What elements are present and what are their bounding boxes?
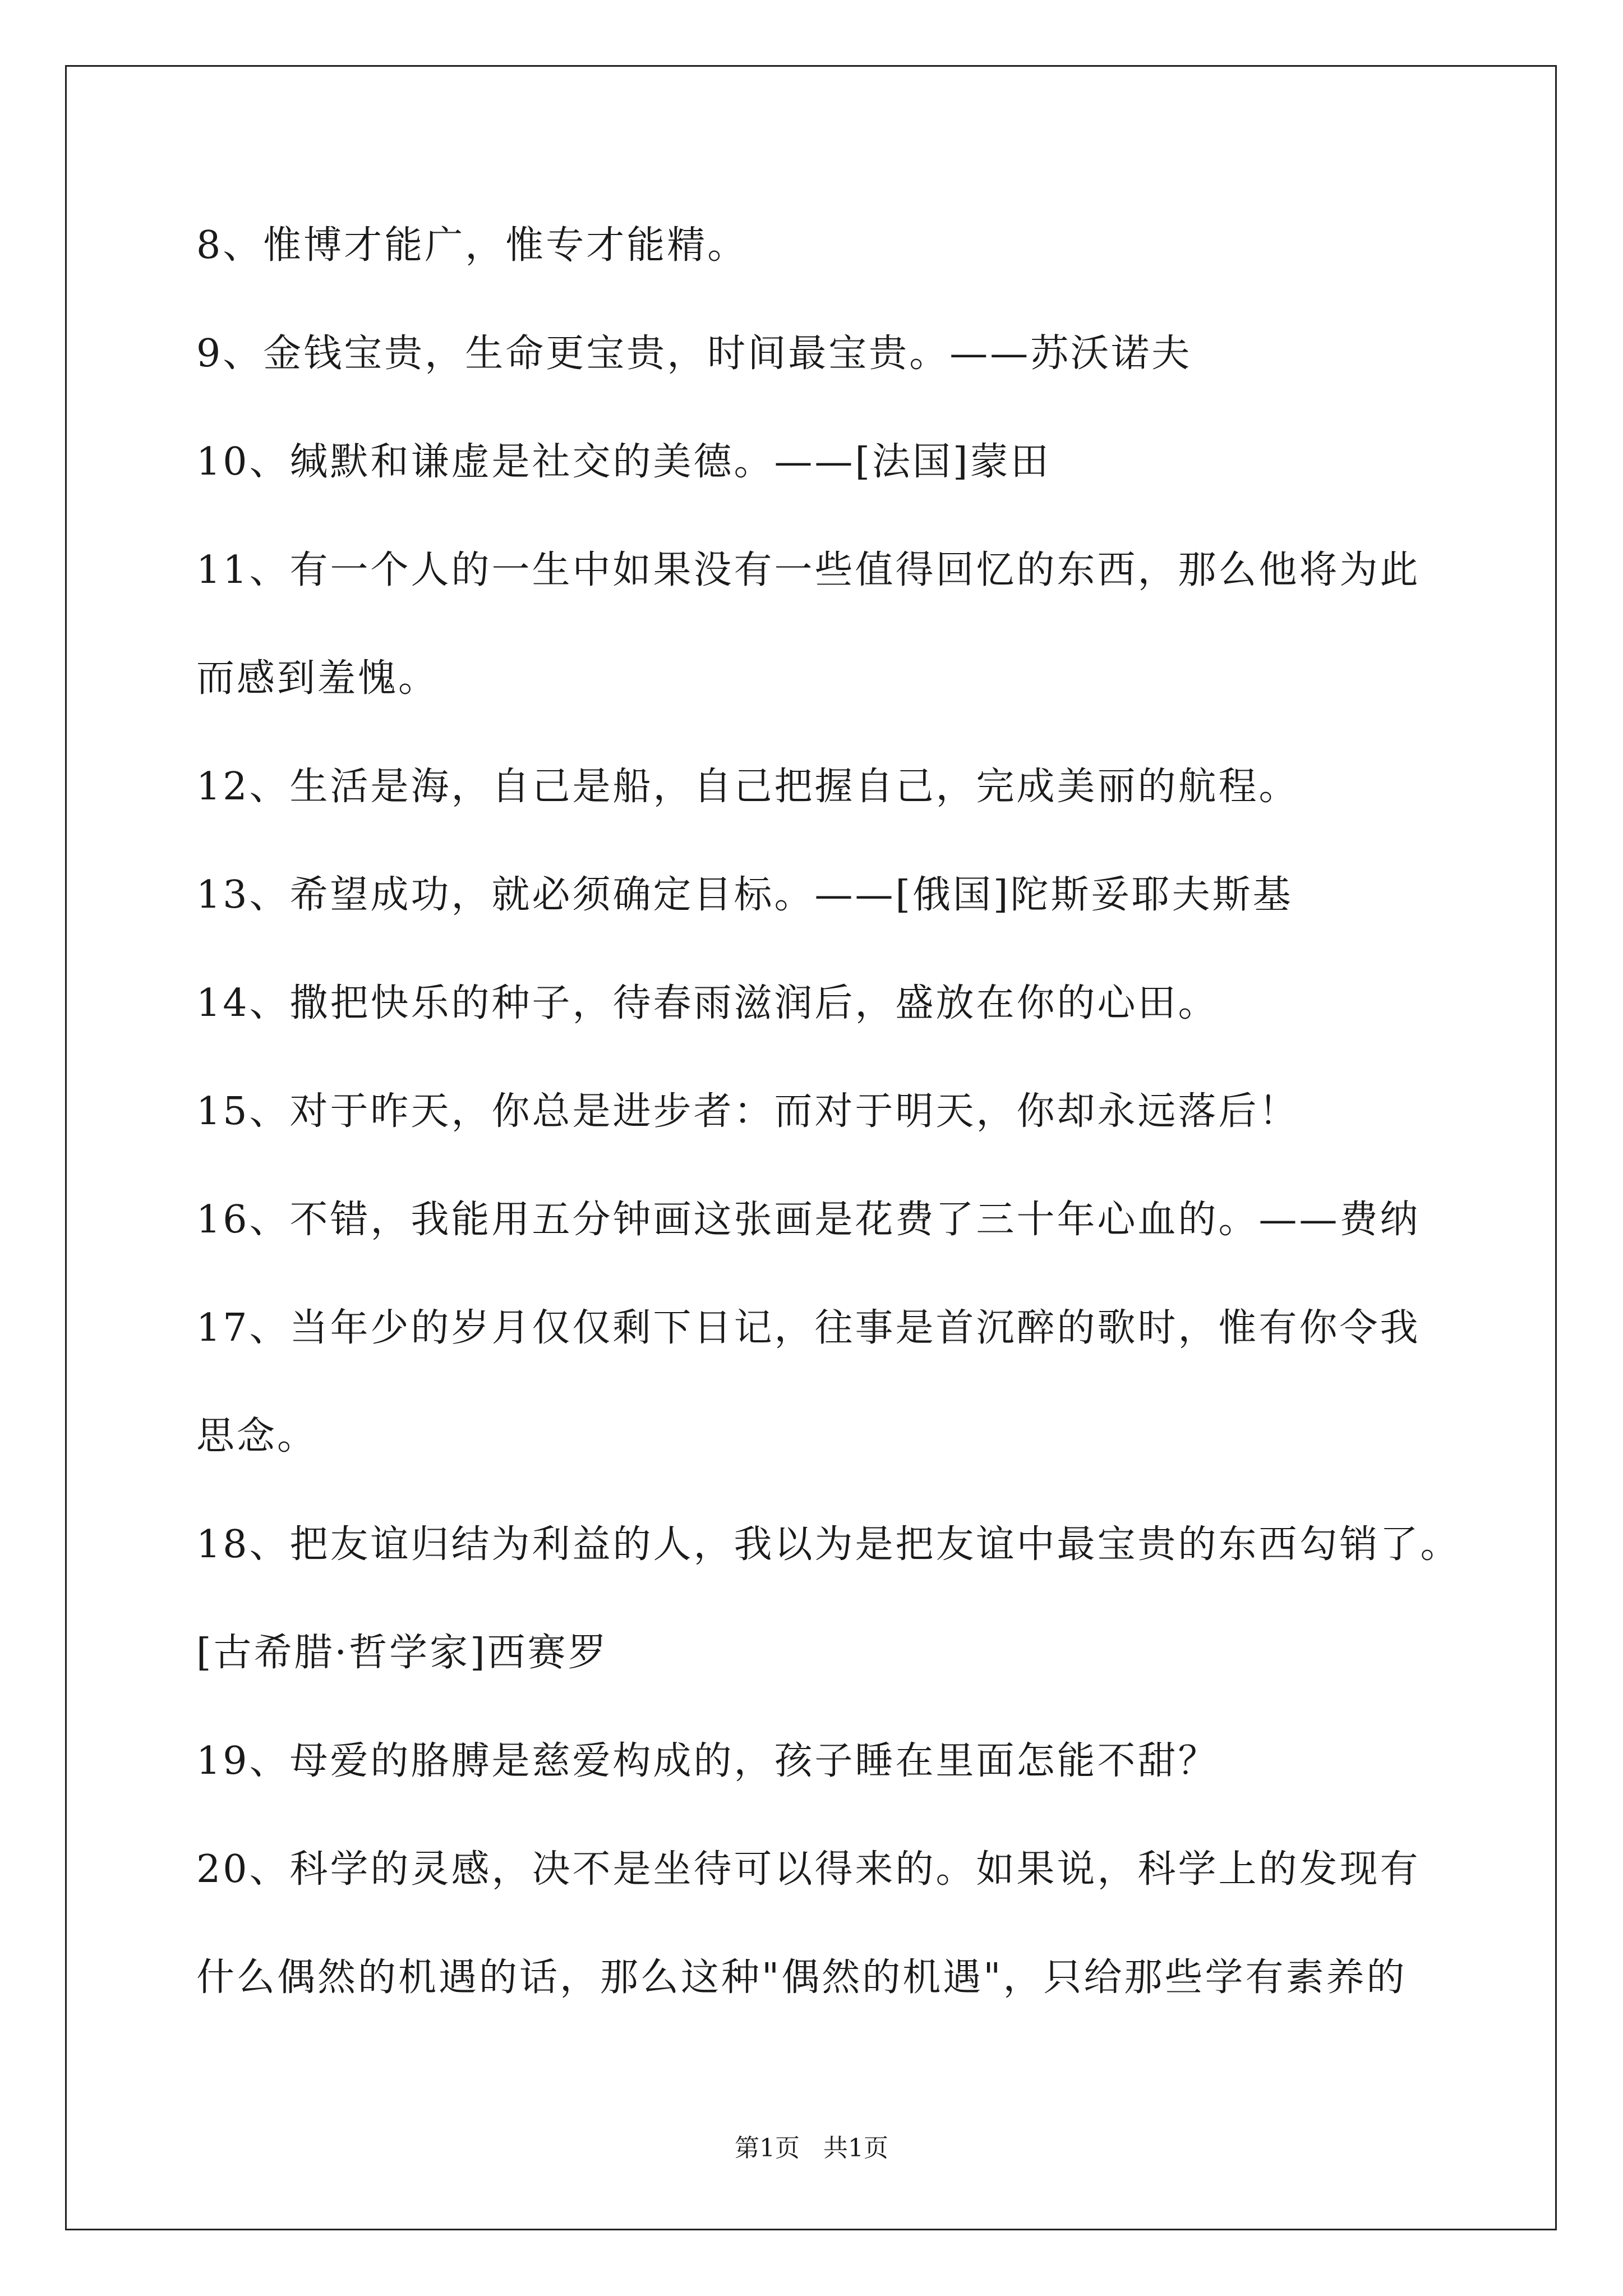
text-line: 19、母爱的胳膊是慈爱构成的，孩子睡在里面怎能不甜？ [196, 1739, 1219, 1783]
text-line: 10、缄默和谦虚是社交的美德。——[法国]蒙田 [196, 440, 1051, 484]
text-line: 8、惟博才能广，惟专才能精。 [196, 223, 748, 268]
page-number-footer: 第1页 共1页 [735, 2134, 888, 2162]
text-line: 12、生活是海，自己是船，自己把握自己，完成美丽的航程。 [196, 765, 1299, 809]
text-line: 17、当年少的岁月仅仅剩下日记，往事是首沉醉的歌时，惟有你令我 [196, 1306, 1421, 1350]
text-line: 而感到羞愧。 [196, 656, 439, 701]
text-line: 14、撒把快乐的种子，待春雨滋润后，盛放在你的心田。 [196, 981, 1219, 1025]
text-line: 11、有一个人的一生中如果没有一些值得回忆的东西，那么他将为此 [196, 548, 1421, 592]
document-body [196, 219, 1486, 2059]
text-line: [古希腊·哲学家]西赛罗 [196, 1631, 608, 1675]
text-line: 15、对于昨天，你总是进步者：而对于明天，你却永远落后！ [196, 1089, 1299, 1134]
text-line: 9、金钱宝贵，生命更宝贵，时间最宝贵。——苏沃诺夫 [196, 332, 1192, 376]
text-line: 18、把友谊归结为利益的人，我以为是把友谊中最宝贵的东西勾销了。 [196, 1522, 1461, 1567]
text-line: 13、希望成功，就必须确定目标。——[俄国]陀斯妥耶夫斯基 [196, 873, 1293, 917]
text-line: 20、科学的灵感，决不是坐待可以得来的。如果说，科学上的发现有 [196, 1847, 1421, 1892]
text-line: 什么偶然的机遇的话，那么这种"偶然的机遇"，只给那些学有素养的 [196, 1955, 1407, 2000]
text-line: 思念。 [196, 1414, 318, 1458]
text-line: 16、不错，我能用五分钟画这张画是花费了三十年心血的。——费纳 [196, 1198, 1421, 1242]
